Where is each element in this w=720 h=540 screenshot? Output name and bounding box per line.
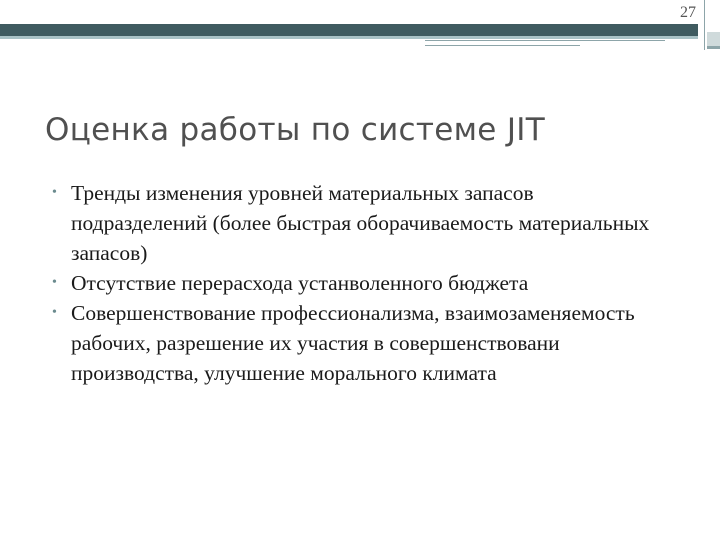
bullet-text: Отсутствие перерасхода устанволенного бюджета — [71, 271, 529, 295]
bullet-icon: • — [52, 275, 57, 290]
bullet-text: Тренды изменения уровней материальных запасов подразделений (более быстрая оборачиваемость материальных запасов) — [71, 181, 650, 265]
header-accent-line-short — [425, 45, 580, 46]
header-band-dark — [0, 24, 698, 36]
bullet-list — [52, 178, 672, 388]
bullet-icon: • — [52, 185, 57, 200]
bullet-text: Совершенствование профессионализма, взаимозаменяемость рабочих, разрешение их участия в совершенствовани производства, улучшение морального климата — [71, 301, 635, 385]
header-accent-line — [425, 40, 665, 41]
bullet-icon: • — [52, 305, 57, 320]
slide-number: 27 — [680, 4, 696, 21]
slide-title: Оценка работы по системе JIT — [45, 112, 545, 148]
bullet-item — [52, 178, 672, 268]
bullet-item — [52, 298, 672, 388]
corner-accent-box — [707, 32, 720, 46]
bullet-item — [52, 268, 672, 298]
corner-divider-line — [704, 0, 705, 50]
header-band-light — [0, 36, 698, 39]
corner-accent-bar — [707, 46, 720, 49]
